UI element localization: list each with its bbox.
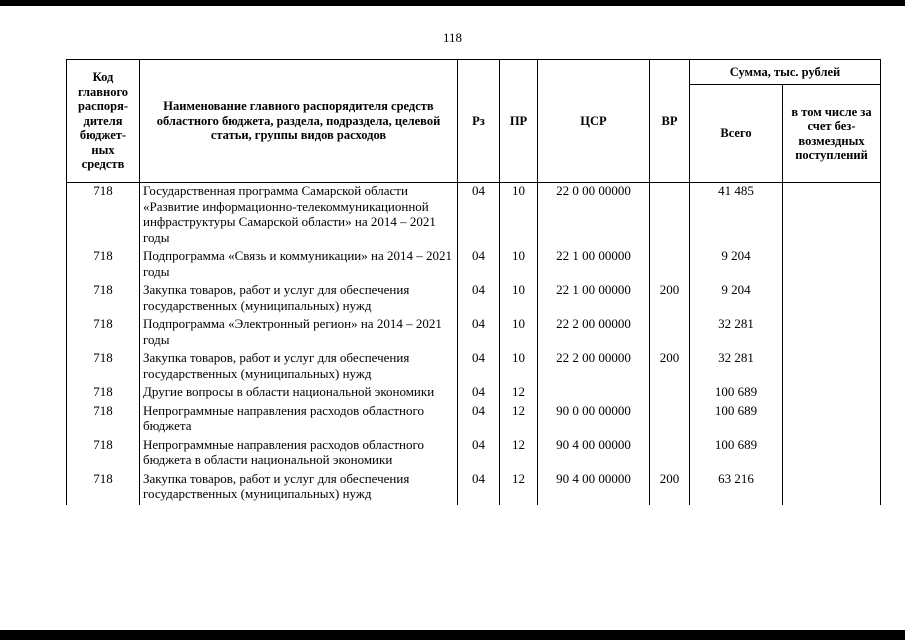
- row-name: Подпрограмма «Связь и коммуникации» на 2014 – 2021 годы: [140, 248, 458, 282]
- row-vr: [650, 437, 690, 471]
- header-vr: ВР: [650, 60, 690, 183]
- row-name: Подпрограмма «Электронный регион» на 2014 – 2021 годы: [140, 316, 458, 350]
- row-rz: 04: [458, 316, 500, 350]
- row-pr: 10: [500, 248, 538, 282]
- row-name: Закупка товаров, работ и услуг для обеспечения государственных (муниципальных) нужд: [140, 282, 458, 316]
- row-vr: [650, 183, 690, 249]
- row-pr: 10: [500, 282, 538, 316]
- row-rz: 04: [458, 403, 500, 437]
- row-rz: 04: [458, 183, 500, 249]
- row-pr: 12: [500, 403, 538, 437]
- table-row: [67, 316, 881, 350]
- row-name: Непрограммные направления расходов областного бюджета в области национальной экономики: [140, 437, 458, 471]
- table-row: [67, 437, 881, 471]
- row-csr: 90 4 00 00000: [538, 437, 650, 471]
- row-name: Другие вопросы в области национальной экономики: [140, 384, 458, 403]
- row-code: 718: [67, 282, 140, 316]
- row-total: 32 281: [690, 316, 783, 350]
- row-incl: [783, 183, 881, 249]
- row-total: 9 204: [690, 282, 783, 316]
- header-pr: ПР: [500, 60, 538, 183]
- row-csr: 22 2 00 00000: [538, 316, 650, 350]
- row-vr: [650, 316, 690, 350]
- row-vr: [650, 403, 690, 437]
- row-csr: 22 1 00 00000: [538, 248, 650, 282]
- row-incl: [783, 384, 881, 403]
- row-total: 63 216: [690, 471, 783, 505]
- table-row: [67, 403, 881, 437]
- header-rz: Рз: [458, 60, 500, 183]
- row-name: Государственная программа Самарской области «Развитие информационно-телекоммуникационной инфраструктуры Самарской области» на 2014 – 2021 годы: [140, 183, 458, 249]
- row-code: 718: [67, 471, 140, 505]
- row-rz: 04: [458, 248, 500, 282]
- page-number: 118: [442, 30, 463, 45]
- row-vr: 200: [650, 471, 690, 505]
- table-row: [67, 350, 881, 384]
- row-total: 100 689: [690, 384, 783, 403]
- row-rz: 04: [458, 471, 500, 505]
- top-border-bar: [0, 0, 905, 6]
- row-vr: [650, 384, 690, 403]
- row-csr: [538, 384, 650, 403]
- bottom-border-bar: [0, 630, 905, 640]
- row-code: 718: [67, 316, 140, 350]
- header-incl: в том числе за счет без-возмездных поступлений: [783, 85, 881, 183]
- row-vr: 200: [650, 350, 690, 384]
- row-pr: 12: [500, 471, 538, 505]
- row-csr: 22 1 00 00000: [538, 282, 650, 316]
- row-name: Закупка товаров, работ и услуг для обеспечения государственных (муниципальных) нужд: [140, 471, 458, 505]
- row-total: 100 689: [690, 437, 783, 471]
- row-name: Непрограммные направления расходов областного бюджета: [140, 403, 458, 437]
- row-rz: 04: [458, 282, 500, 316]
- row-csr: 22 2 00 00000: [538, 350, 650, 384]
- table-row: [67, 183, 881, 249]
- row-csr: 90 0 00 00000: [538, 403, 650, 437]
- row-incl: [783, 350, 881, 384]
- row-pr: 10: [500, 183, 538, 249]
- row-code: 718: [67, 248, 140, 282]
- row-vr: [650, 248, 690, 282]
- row-rz: 04: [458, 350, 500, 384]
- row-rz: 04: [458, 384, 500, 403]
- header-name: Наименование главного распорядителя средств областного бюджета, раздела, подраздела, целевой статьи, группы видов расходов: [140, 60, 458, 183]
- row-pr: 12: [500, 437, 538, 471]
- header-total: Всего: [690, 85, 783, 183]
- header-sum-group: Сумма, тыс. рублей: [690, 60, 881, 85]
- row-incl: [783, 437, 881, 471]
- row-incl: [783, 282, 881, 316]
- header-code: Код главного распоря-дителя бюджет-ных средств: [67, 60, 140, 183]
- budget-table: [66, 59, 881, 505]
- row-incl: [783, 471, 881, 505]
- table-row: [67, 248, 881, 282]
- row-code: 718: [67, 403, 140, 437]
- table-row: [67, 282, 881, 316]
- row-code: 718: [67, 437, 140, 471]
- row-name: Закупка товаров, работ и услуг для обеспечения государственных (муниципальных) нужд: [140, 350, 458, 384]
- row-incl: [783, 248, 881, 282]
- table-row: [67, 384, 881, 403]
- row-csr: 90 4 00 00000: [538, 471, 650, 505]
- row-code: 718: [67, 384, 140, 403]
- header-csr: ЦСР: [538, 60, 650, 183]
- row-pr: 10: [500, 350, 538, 384]
- row-pr: 10: [500, 316, 538, 350]
- table-row: [67, 471, 881, 505]
- row-total: 100 689: [690, 403, 783, 437]
- row-total: 41 485: [690, 183, 783, 249]
- row-total: 32 281: [690, 350, 783, 384]
- table-body: [67, 183, 881, 505]
- row-csr: 22 0 00 00000: [538, 183, 650, 249]
- row-incl: [783, 403, 881, 437]
- row-pr: 12: [500, 384, 538, 403]
- row-total: 9 204: [690, 248, 783, 282]
- row-incl: [783, 316, 881, 350]
- row-rz: 04: [458, 437, 500, 471]
- row-vr: 200: [650, 282, 690, 316]
- row-code: 718: [67, 350, 140, 384]
- row-code: 718: [67, 183, 140, 249]
